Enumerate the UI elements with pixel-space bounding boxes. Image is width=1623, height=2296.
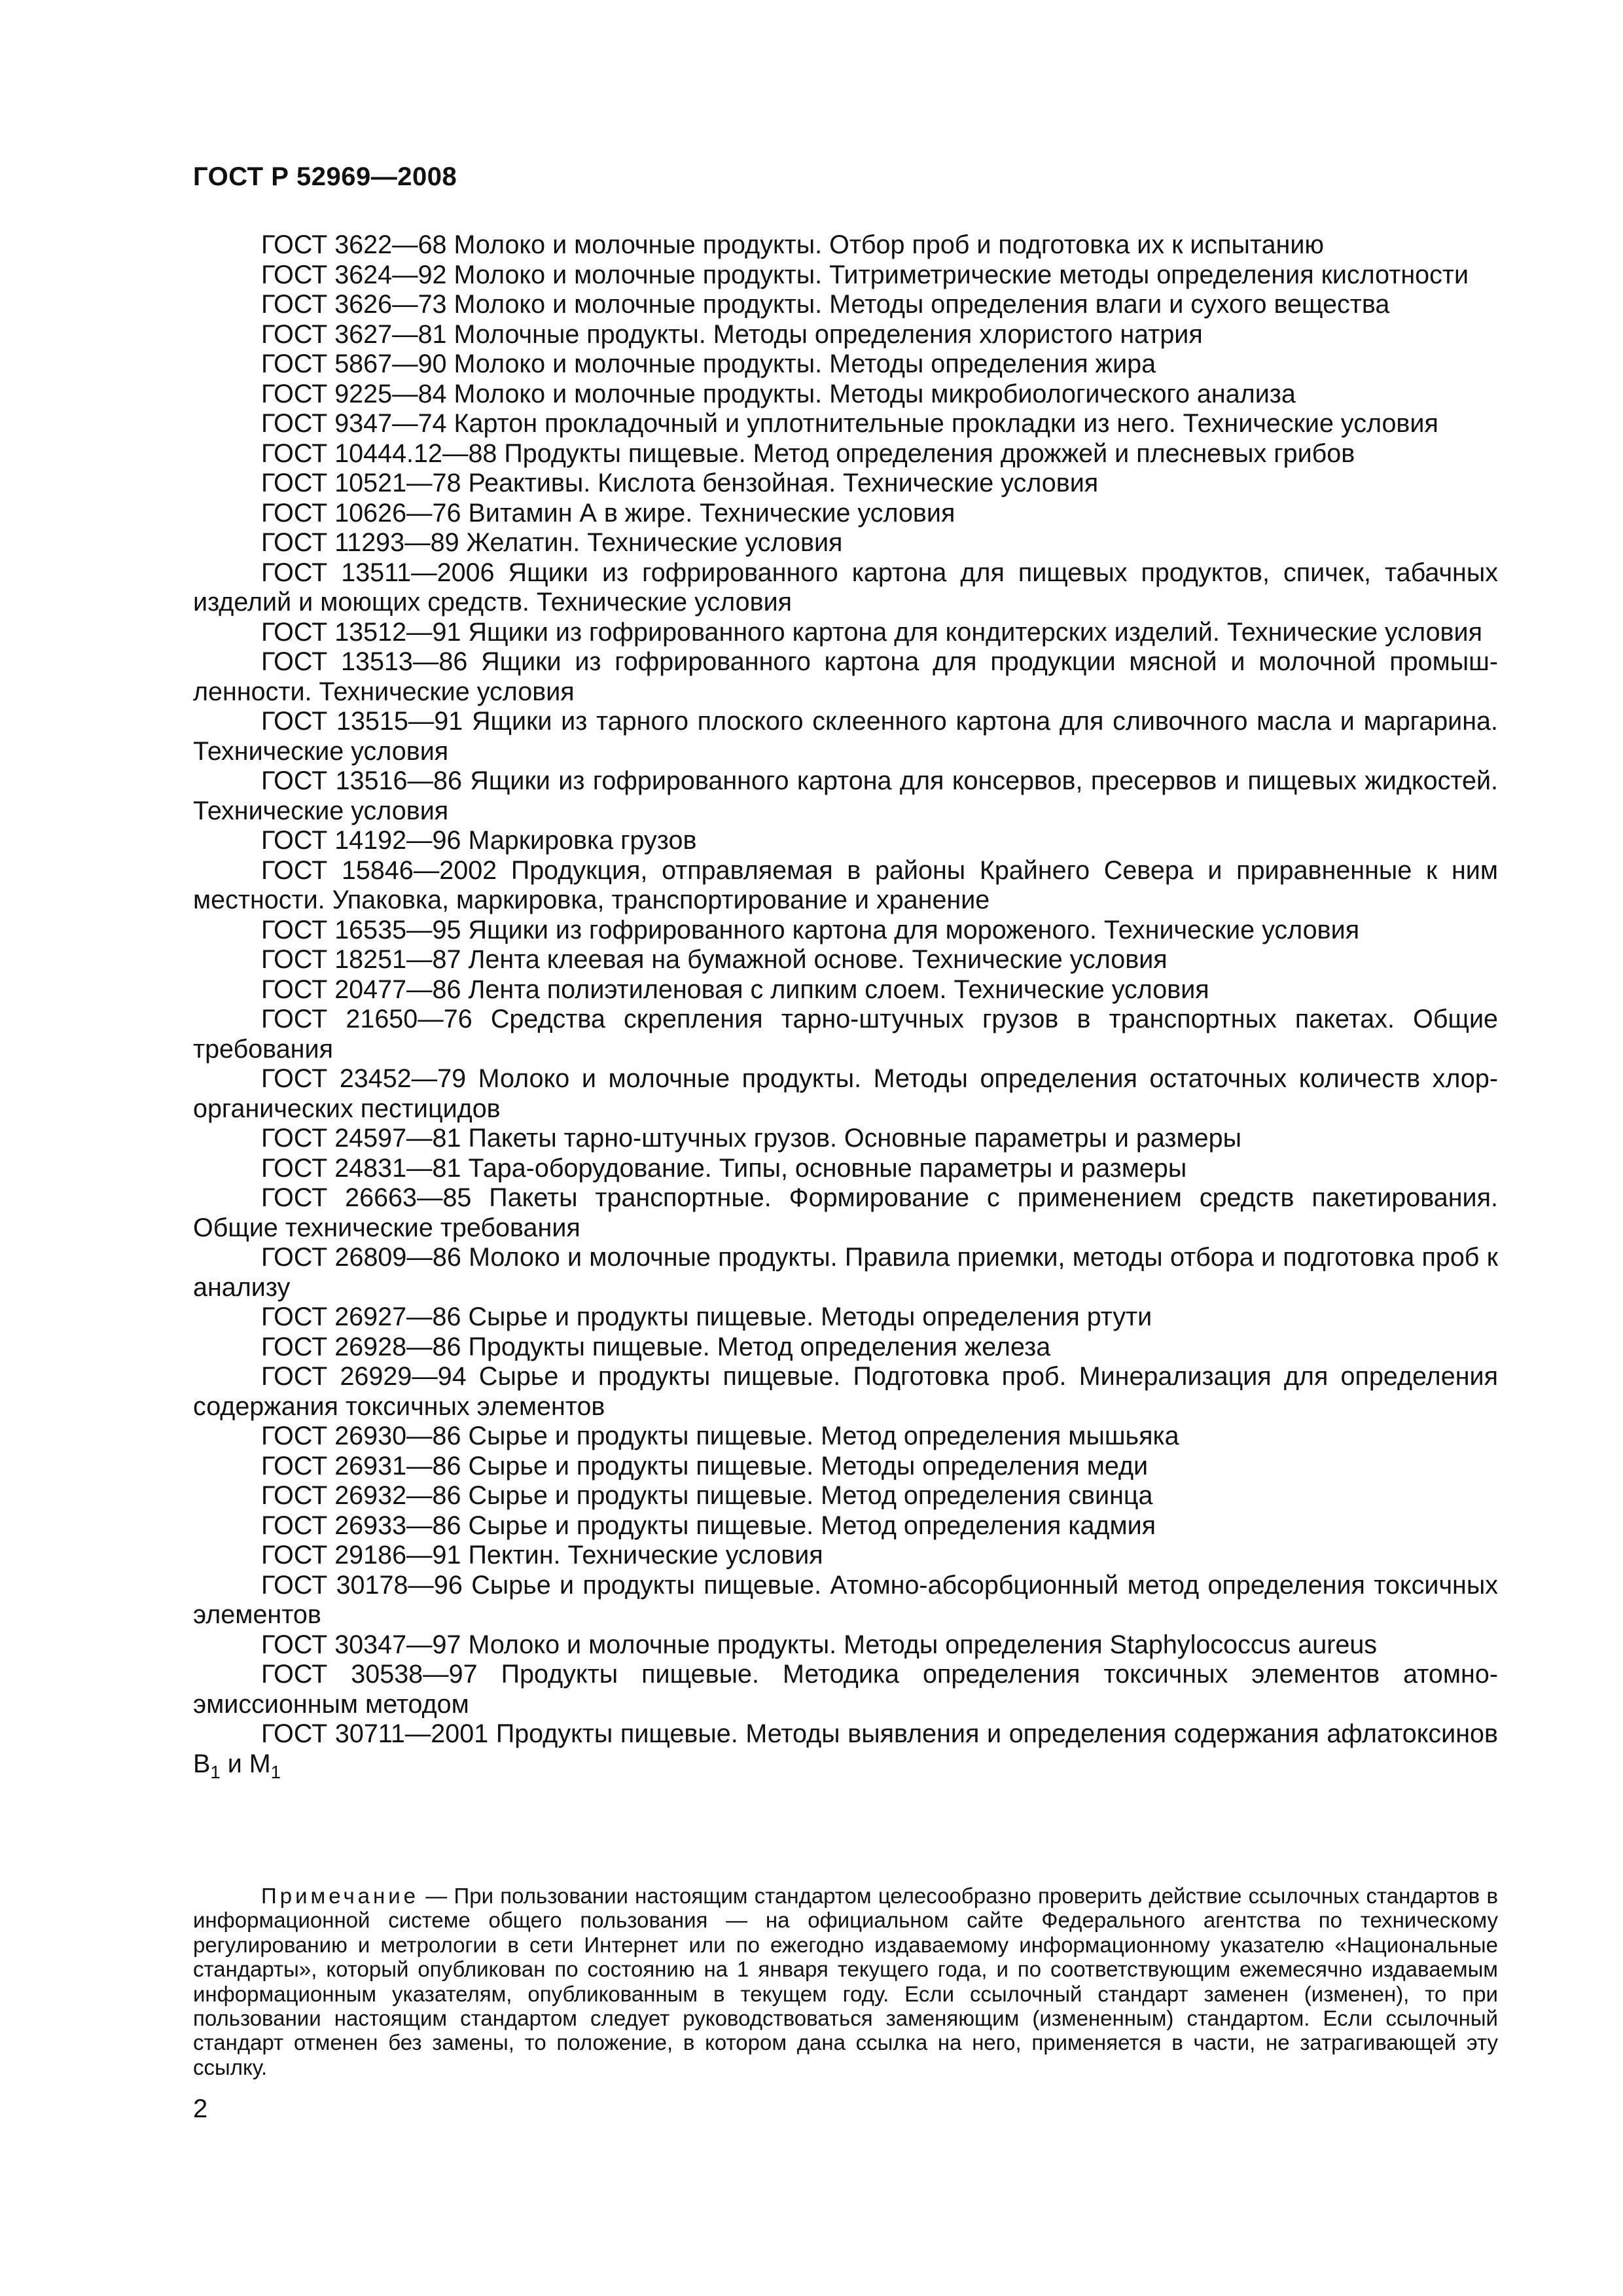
reference-number: ГОСТ 13516—86 (261, 766, 462, 795)
reference-item (193, 499, 1498, 529)
reference-number: ГОСТ 18251—87 (261, 945, 461, 974)
reference-title: Сырье и продукты пищевые. Метод определения кадмия (468, 1511, 1156, 1540)
reference-item (193, 1005, 1498, 1064)
reference-item (193, 1660, 1498, 1719)
reference-item (193, 1333, 1498, 1363)
reference-title: Ящики из гофрированного картона для мороженого. Технические условия (468, 915, 1360, 944)
reference-item (193, 469, 1498, 499)
reference-number: ГОСТ 24831—81 (261, 1153, 461, 1183)
reference-title: Ящики из гофрированного картона для пищевых продуктов, спичек, табачных изделий и моющих средств. Технические условия (193, 558, 1498, 617)
reference-title: Молоко и молочные продукты. Отбор проб и подготовка их к испытанию (454, 230, 1325, 259)
reference-item (193, 1422, 1498, 1452)
reference-title: Сырье и продукты пищевые. Атомно-абсорбционный метод определения токсичных элементов (193, 1570, 1498, 1629)
reference-title: Ящики из тарного плоского склеенного картона для сливочного масла и маргарина. Технические условия (193, 707, 1498, 766)
reference-number: ГОСТ 23452—79 (261, 1064, 467, 1093)
reference-title: Молоко и молочные продукты. Методы определения остаточных количеств хлорорганических пестицидов (193, 1064, 1498, 1123)
reference-title: Лента клеевая на бумажной основе. Технические условия (468, 945, 1168, 974)
reference-item (193, 409, 1498, 439)
reference-title: Сырье и продукты пищевые. Методы определения ртути (468, 1302, 1152, 1331)
reference-title: Молоко и молочные продукты. Правила приемки, методы отбора и подготовка проб к анализу (193, 1243, 1498, 1302)
reference-item (193, 916, 1498, 946)
reference-item (193, 1719, 1498, 1782)
reference-title: Продукты пищевые. Методы выявления и определения содержания афлатоксинов B (193, 1719, 1498, 1778)
reference-number: ГОСТ 26929—94 (261, 1362, 467, 1391)
reference-number: ГОСТ 26930—86 (261, 1422, 461, 1450)
reference-item (193, 856, 1498, 916)
reference-title: Витамин А в жире. Технические условия (468, 498, 955, 528)
reference-item (193, 618, 1498, 648)
reference-title: Желатин. Технические условия (466, 528, 843, 557)
document-designation: ГОСТ Р 52969—2008 (193, 162, 457, 191)
reference-item (193, 1243, 1498, 1302)
reference-number: ГОСТ 20477—86 (261, 975, 461, 1004)
reference-item (193, 1452, 1498, 1482)
reference-title: Молоко и молочные продукты. Методы определения Staphylococcus aureus (468, 1630, 1378, 1659)
reference-title: Продукты пищевые. Метод определения дрожжей и плесневых грибов (504, 439, 1355, 468)
reference-number: ГОСТ 30711—2001 (261, 1719, 489, 1748)
reference-title: Молоко и молочные продукты. Титриметрические методы определения кислотности (454, 260, 1469, 289)
reference-title: Пектин. Технические условия (468, 1541, 823, 1570)
reference-title: Молоко и молочные продукты. Методы определения жира (454, 350, 1156, 378)
reference-number: ГОСТ 3627—81 (261, 319, 447, 349)
reference-title: Пакеты тарно-штучных грузов. Основные параметры и размеры (468, 1124, 1241, 1153)
reference-title: Тара-оборудование. Типы, основные параметры и размеры (468, 1153, 1187, 1183)
reference-number: ГОСТ 13511—2006 (261, 558, 495, 587)
reference-item (193, 1124, 1498, 1154)
reference-number: ГОСТ 26933—86 (261, 1511, 461, 1540)
reference-number: ГОСТ 13515—91 (261, 707, 463, 736)
reference-item (193, 1541, 1498, 1571)
reference-number: ГОСТ 3622—68 (261, 230, 447, 259)
reference-title: Ящики из гофрированного картона для кондитерских изделий. Технические условия (468, 617, 1482, 647)
reference-number: ГОСТ 10626—76 (261, 498, 461, 528)
subscript: 1 (210, 1761, 221, 1782)
reference-title: Средства скрепления тарно-штучных грузов в транспортных пакетах. Общие требования (193, 1005, 1498, 1064)
reference-number: ГОСТ 14192—96 (261, 826, 461, 855)
note-label: Примечание (261, 1884, 419, 1908)
reference-item (193, 975, 1498, 1005)
reference-item (193, 1630, 1498, 1660)
reference-title: Сырье и продукты пищевые. Подготовка проб. Минерализация для определения содержания токсичных элементов (193, 1362, 1498, 1421)
reference-number: ГОСТ 9347—74 (261, 409, 447, 438)
reference-item (193, 945, 1498, 975)
reference-number: ГОСТ 26932—86 (261, 1481, 461, 1510)
reference-item (193, 766, 1498, 826)
reference-number: ГОСТ 5867—90 (261, 350, 447, 378)
normative-references-list (193, 230, 1498, 1782)
reference-number: ГОСТ 3624—92 (261, 260, 447, 289)
reference-number: ГОСТ 10444.12—88 (261, 439, 497, 468)
reference-item (193, 1362, 1498, 1422)
reference-title: Сырье и продукты пищевые. Метод определения свинца (468, 1481, 1153, 1510)
reference-title: Картон прокладочный и уплотнительные прокладки из него. Технические условия (454, 409, 1438, 438)
reference-item (193, 558, 1498, 618)
reference-title: Маркировка грузов (468, 826, 697, 855)
subscript: 1 (270, 1761, 281, 1782)
reference-item (193, 707, 1498, 766)
reference-item (193, 290, 1498, 320)
reference-number: ГОСТ 26928—86 (261, 1332, 461, 1361)
reference-item (193, 1511, 1498, 1541)
reference-number: ГОСТ 26809—86 (261, 1243, 461, 1272)
note-text: — При пользовании настоящим стандартом целесообразно проверить действие ссылочных стандартов в информационной системе общего пользования — на официальном сайте Федерального агентства по техническому регулированию и метрологии в сети Интернет или по ежегодно издаваемому информационному указателю «Национальные стандарты», который опубликован по состоянию на 1 января текущего года, и по соответствующим ежемесячно издаваемым информационным указателям, опубликованным в текущем году. Если ссылочный стандарт заменен (изменен), то при пользовании настоящим стандартом следует руководствоваться заменяющим (измененным) стандартом. Если ссылочный стандарт отменен без замены, то положение, в котором дана ссылка на него, применяется в части, не затрагивающей эту ссылку. (193, 1884, 1498, 2079)
reference-number: ГОСТ 16535—95 (261, 915, 461, 944)
reference-item (193, 260, 1498, 291)
reference-title: Реактивы. Кислота бензойная. Технические условия (468, 469, 1099, 497)
reference-title: Сырье и продукты пищевые. Методы определения меди (468, 1451, 1149, 1480)
reference-title: Лента полиэтиленовая с липким слоем. Технические условия (468, 975, 1209, 1004)
reference-number: ГОСТ 26663—85 (261, 1183, 472, 1212)
reference-title: Ящики из гофрированного картона для продукции мясной и молочной промышленности. Технические условия (193, 647, 1498, 706)
reference-title: Ящики из гофрированного картона для консервов, пресервов и пищевых жидкостей. Технические условия (193, 766, 1498, 825)
reference-number: ГОСТ 9225—84 (261, 379, 447, 408)
reference-item (193, 230, 1498, 260)
reference-title: Сырье и продукты пищевые. Метод определения мышьяка (468, 1422, 1179, 1450)
reference-number: ГОСТ 11293—89 (261, 528, 459, 557)
reference-item (193, 1571, 1498, 1630)
reference-title: Продукция, отправляемая в районы Крайнего Севера и приравненные к ним местности. Упаковка, маркировка, транспортирование и хранение (193, 855, 1498, 914)
reference-title: Молоко и молочные продукты. Методы определения влаги и сухого вещества (454, 290, 1390, 319)
reference-number: ГОСТ 30538—97 (261, 1660, 478, 1689)
reference-number: ГОСТ 26927—86 (261, 1302, 461, 1331)
reference-number: ГОСТ 30178—96 (261, 1570, 463, 1600)
reference-number: ГОСТ 29186—91 (261, 1541, 461, 1570)
reference-number: ГОСТ 10521—78 (261, 469, 461, 497)
reference-number: ГОСТ 21650—76 (261, 1005, 473, 1033)
reference-item (193, 1481, 1498, 1511)
reference-number: ГОСТ 13513—86 (261, 647, 468, 676)
reference-number: ГОСТ 15846—2002 (261, 855, 497, 885)
reference-title: Продукты пищевые. Методика определения токсичных элементов атомно-эмиссионным методом (193, 1660, 1498, 1719)
reference-item (193, 1064, 1498, 1124)
page-number: 2 (193, 2094, 208, 2123)
reference-item (193, 350, 1498, 380)
reference-number: ГОСТ 3626—73 (261, 290, 447, 319)
note-paragraph (193, 1884, 1498, 2079)
reference-item (193, 647, 1498, 707)
reference-title: Молоко и молочные продукты. Методы микробиологического анализа (454, 379, 1296, 408)
reference-item (193, 1183, 1498, 1243)
reference-number: ГОСТ 26931—86 (261, 1451, 461, 1480)
reference-item (193, 528, 1498, 558)
reference-title: Молочные продукты. Методы определения хлористого натрия (454, 319, 1203, 349)
reference-item (193, 1154, 1498, 1184)
reference-title: Продукты пищевые. Метод определения железа (468, 1332, 1051, 1361)
reference-item (193, 1302, 1498, 1333)
reference-title: Пакеты транспортные. Формирование с применением средств пакетирования. Общие технические требования (193, 1183, 1498, 1242)
reference-number: ГОСТ 13512—91 (261, 617, 461, 647)
reference-item (193, 826, 1498, 856)
reference-number: ГОСТ 30347—97 (261, 1630, 461, 1659)
reference-item (193, 439, 1498, 469)
reference-title-tail: и M (220, 1749, 271, 1778)
reference-item (193, 380, 1498, 410)
reference-number: ГОСТ 24597—81 (261, 1124, 461, 1153)
reference-item (193, 320, 1498, 350)
